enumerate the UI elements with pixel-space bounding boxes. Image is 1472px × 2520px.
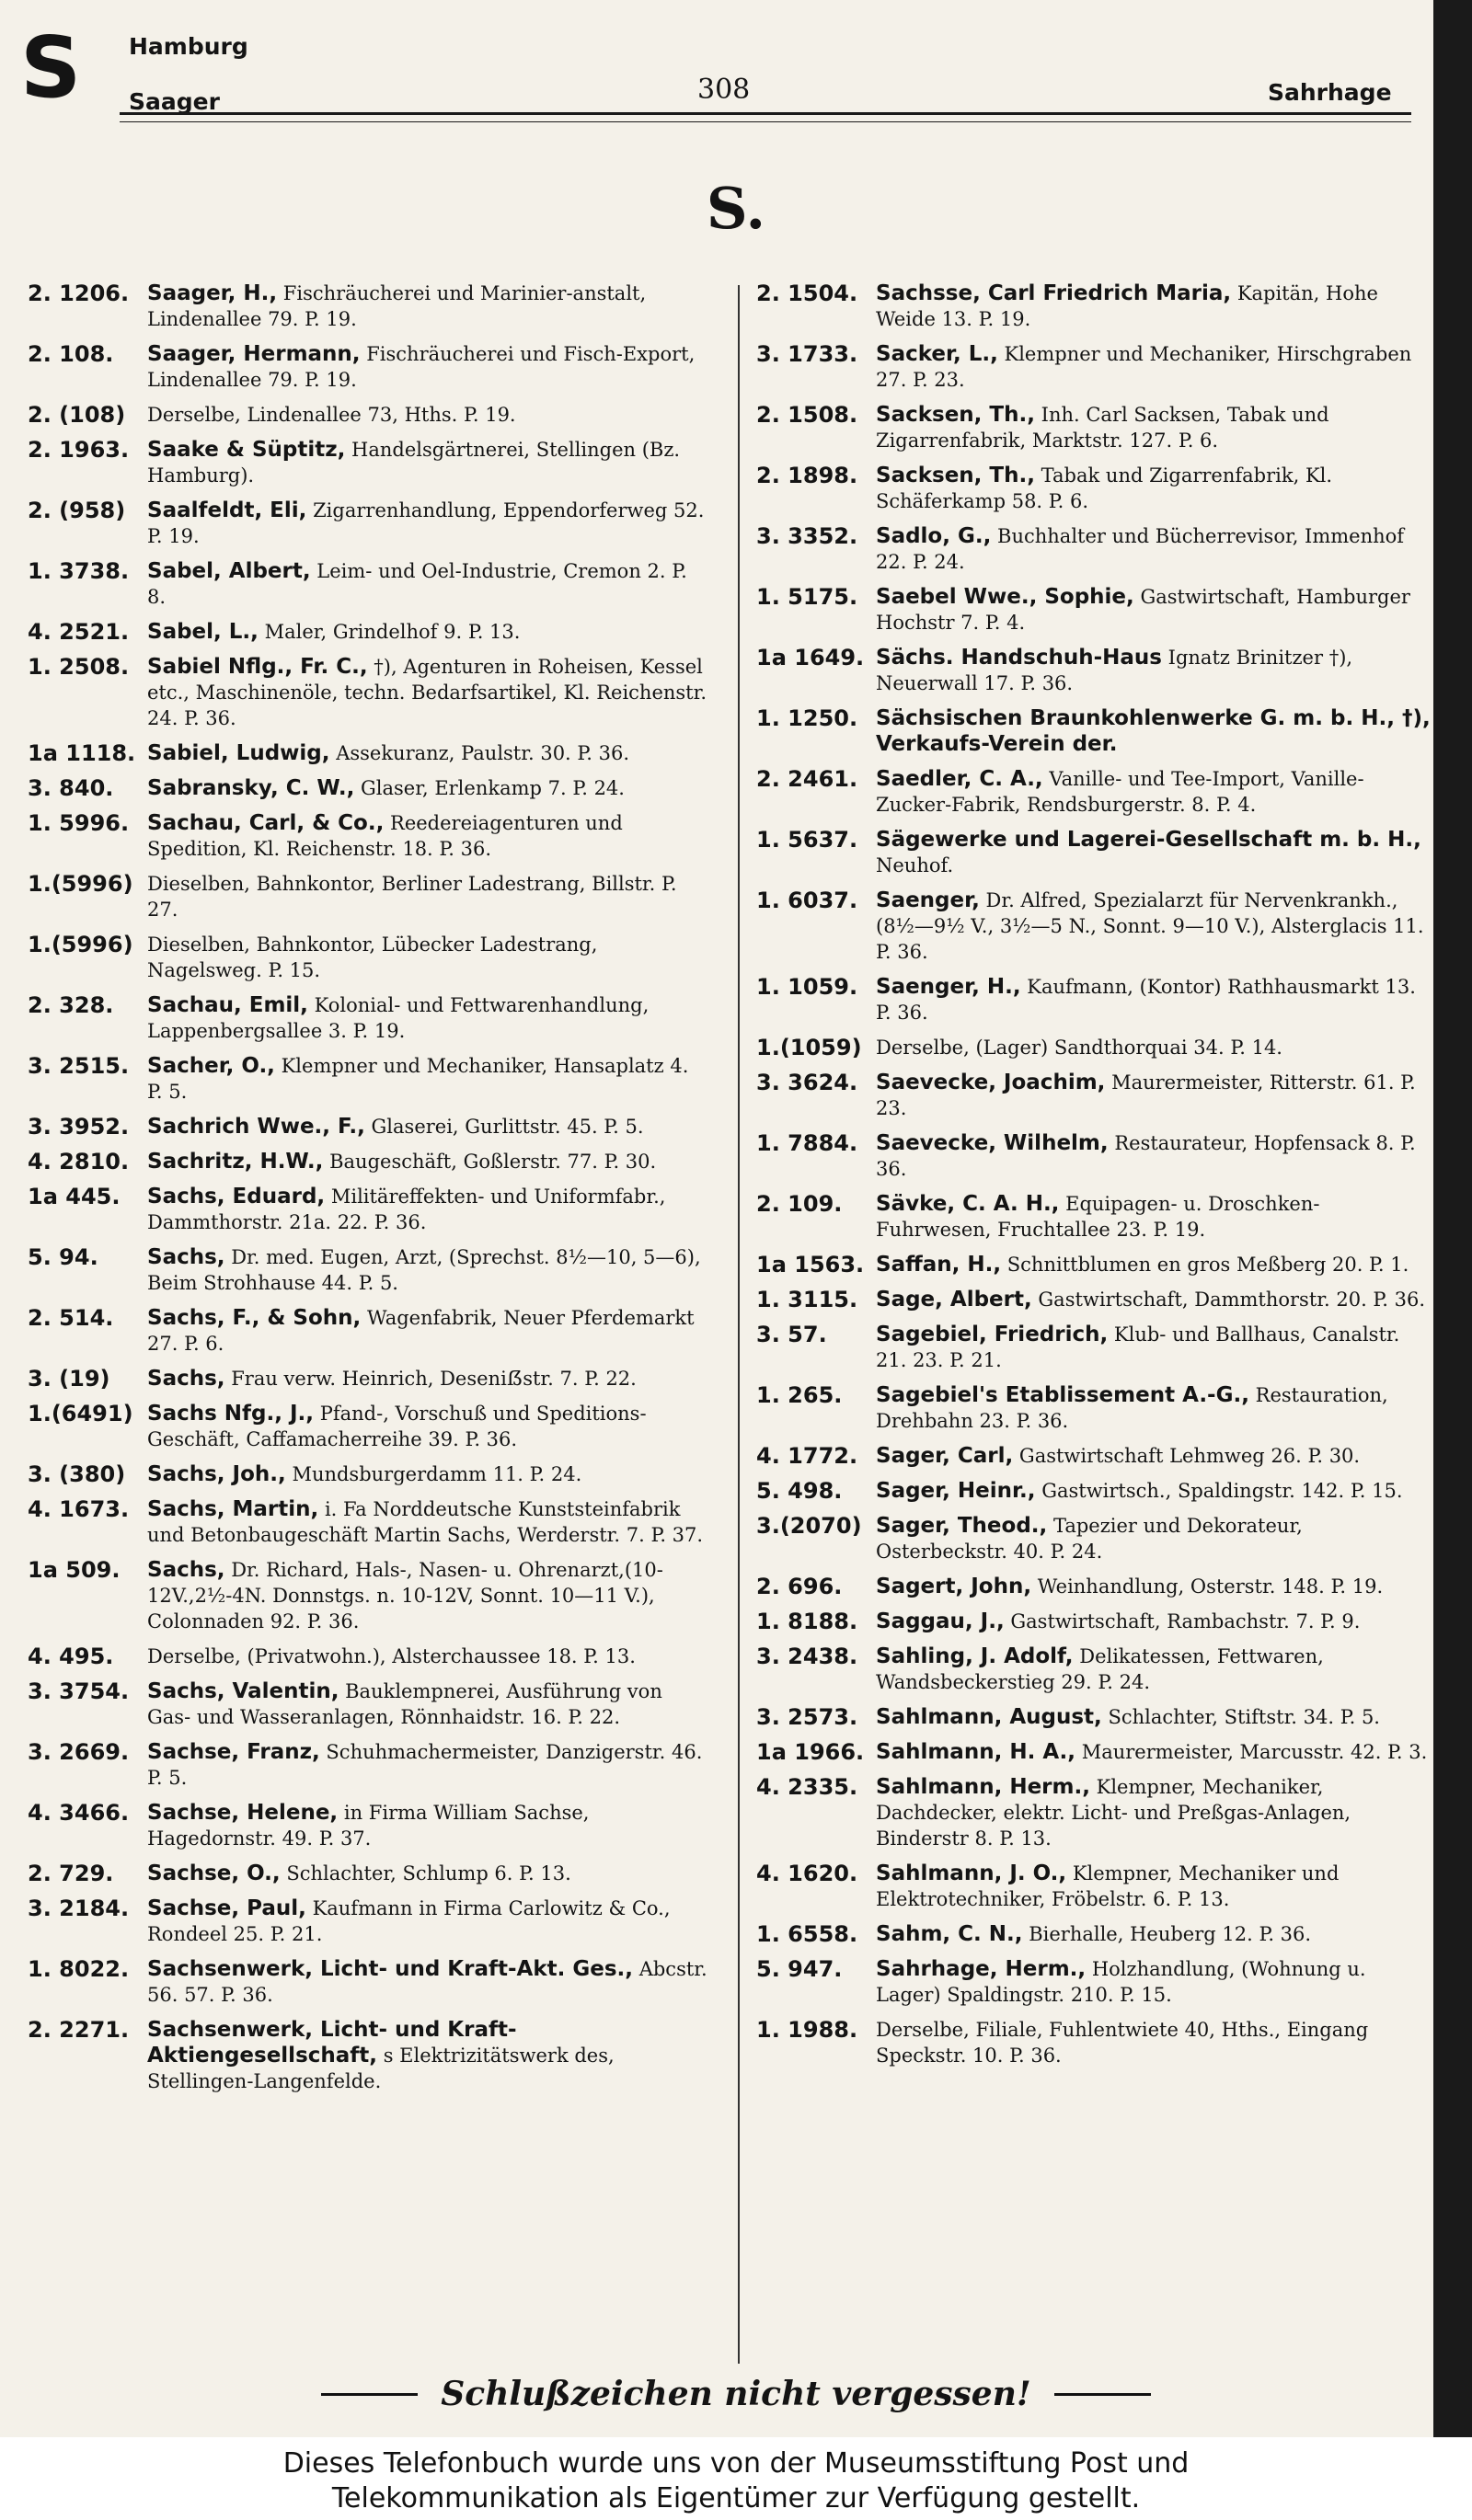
entry-name: Sahlmann, J. O., (876, 1861, 1067, 1885)
entry-number: 1. 7884. (756, 1130, 858, 1156)
entry-name: Sacher, O., (147, 1054, 275, 1078)
entry-name: Sächs. Handschuh-Haus (876, 646, 1162, 670)
entry-name: Sager, Carl, (876, 1444, 1014, 1468)
entry-details: Maler, Grindelhof 9. P. 13. (264, 621, 521, 643)
directory-entry (28, 402, 708, 428)
directory-entry (756, 1513, 1432, 1564)
directory-entry (28, 281, 708, 332)
directory-entry (28, 1053, 708, 1105)
directory-entry (756, 1774, 1432, 1851)
footer-line-2: Telekommunikation als Eigentümer zur Verfügung gestellt. (331, 2482, 1141, 2514)
entry-name: Saevecke, Wilhelm, (876, 1131, 1109, 1155)
directory-entry (756, 645, 1432, 696)
directory-entry (756, 1574, 1432, 1599)
directory-entry (28, 1678, 708, 1730)
directory-entry (28, 654, 708, 731)
directory-entry (28, 2017, 708, 2094)
entry-details: Inh. Carl Sacksen, Tabak und Zigarrenfabrik, Marktstr. 127. P. 6. (876, 404, 1329, 452)
page-edge-shadow (1433, 0, 1472, 2437)
entry-number: 3. 840. (28, 775, 114, 801)
entry-name: Sachs, Joh., (147, 1462, 286, 1486)
entry-name: Sachs, F., & Sohn, (147, 1306, 362, 1330)
entry-details: i. Fa Norddeutsche Kunststeinfabrik und Betonbaugeschäft Martin Sachs, Werderstr. 7. P. 37. (147, 1498, 704, 1546)
entry-name: Sager, Theod., (876, 1514, 1048, 1538)
entry-name: Saalfeldt, Eli, (147, 498, 307, 522)
directory-entry (28, 810, 708, 862)
entry-name: Sagebiel, Friedrich, (876, 1323, 1109, 1346)
directory-entry (756, 1035, 1432, 1060)
closing-text: Schlußzeichen nicht vergessen! (441, 2375, 1031, 2413)
entry-name: Sabiel, Ludwig, (147, 741, 330, 765)
entry-details: Pfand-, Vorschuß und Speditions-Geschäft, Caffamacherreihe 39. P. 36. (147, 1403, 647, 1450)
entry-number: 1. 3738. (28, 558, 130, 584)
entry-number: 3. 57. (756, 1322, 827, 1347)
entry-name: Sachs, (147, 1367, 225, 1391)
entry-name: Sachs, (147, 1245, 225, 1269)
entry-number: 1.(5996) (28, 871, 133, 897)
directory-entry (28, 1305, 708, 1357)
entry-name: Sage, Albert, (876, 1288, 1032, 1312)
entry-number: 2. 109. (756, 1191, 843, 1217)
directory-entry (756, 2017, 1432, 2068)
directory-entry (756, 705, 1432, 757)
directory-entry (756, 584, 1432, 636)
entry-number: 4. 1620. (756, 1861, 858, 1886)
entry-number: 1. 2508. (28, 654, 130, 680)
entry-name: Saebel Wwe., Sophie, (876, 585, 1134, 609)
entry-name: Sävke, C. A. H., (876, 1192, 1060, 1216)
entry-number: 1. 1250. (756, 705, 858, 731)
directory-entry (756, 827, 1432, 878)
entry-number: 1. 6558. (756, 1921, 858, 1947)
entry-number: 1. 8188. (756, 1609, 858, 1634)
entry-number: 2. 514. (28, 1305, 114, 1331)
entry-name: Sabransky, C. W., (147, 776, 355, 800)
entry-name: Saenger, H., (876, 975, 1021, 999)
directory-entry (756, 1921, 1432, 1947)
entry-number: 3. 2184. (28, 1896, 130, 1921)
entry-name: Sachrich Wwe., F., (147, 1115, 365, 1139)
header-rule-thin (120, 121, 1411, 122)
entry-details: Schnittblumen en gros Meßberg 20. P. 1. (1006, 1254, 1409, 1276)
closing-note (0, 2375, 1472, 2413)
entry-details: Holzhandlung, (Wohnung u. Lager) Spaldingstr. 210. P. 15. (876, 1958, 1366, 2006)
column-divider (738, 285, 740, 2364)
directory-entry (28, 1739, 708, 1791)
directory-entry (28, 992, 708, 1044)
entry-number: 1. 8022. (28, 1956, 130, 1982)
entry-name: Sägewerke und Lagerei-Gesellschaft m. b. H., (876, 828, 1421, 852)
closing-rule-left (321, 2393, 418, 2396)
directory-entry (756, 1609, 1432, 1634)
entry-details: Klempner und Mechaniker, Hansaplatz 4. P. 5. (147, 1055, 689, 1103)
entry-number: 4. 495. (28, 1644, 114, 1669)
directory-entry (28, 1244, 708, 1296)
entry-name: Saenger, (876, 888, 980, 912)
entry-name: Saffan, H., (876, 1253, 1002, 1277)
directory-entry (756, 1861, 1432, 1912)
entry-details: Bierhalle, Heuberg 12. P. 36. (1029, 1923, 1312, 1945)
directory-entry (28, 558, 708, 610)
entry-number: 3. 3754. (28, 1678, 130, 1704)
directory-entry (756, 1191, 1432, 1243)
entry-name: Sacksen, Th., (876, 403, 1035, 427)
entry-number: 3. 2573. (756, 1704, 858, 1730)
entry-name: Sahm, C. N., (876, 1922, 1023, 1946)
entry-details: Neuhof. (876, 854, 954, 876)
directory-entry (756, 1322, 1432, 1373)
entry-number: 2. (958) (28, 498, 126, 523)
entry-details: Mundsburgerdamm 11. P. 24. (292, 1463, 582, 1485)
entry-details: Glaserei, Gurlittstr. 45. P. 5. (371, 1116, 644, 1138)
entry-name: Sachse, Helene, (147, 1801, 339, 1825)
entry-name: Saager, H., (147, 281, 278, 305)
entry-number: 3. 1733. (756, 341, 858, 367)
entry-number: 2. 1963. (28, 437, 130, 463)
page-number: 308 (697, 74, 751, 106)
entry-details: Assekuranz, Paulstr. 30. P. 36. (336, 742, 630, 764)
entry-number: 2. 696. (756, 1574, 843, 1599)
directory-entry (756, 1739, 1432, 1765)
entry-name: Sachs, Martin, (147, 1497, 319, 1521)
entry-details: Klempner, Mechaniker, Dachdecker, elektr. Licht- und Preßgas-Anlagen, Binderstr 8. P. 13. (876, 1776, 1351, 1850)
entry-name: Saevecke, Joachim, (876, 1071, 1106, 1094)
entry-name: Sachsenwerk, Licht- und Kraft-Akt. Ges., (147, 1957, 634, 1981)
entry-number: 4. 2810. (28, 1149, 130, 1174)
entry-number: 1. 1988. (756, 2017, 858, 2043)
entry-details: Gastwirtschaft, Rambachstr. 7. P. 9. (1010, 1610, 1361, 1632)
entry-number: 1.(5996) (28, 932, 133, 957)
directory-entry (756, 1287, 1432, 1312)
directory-entry (756, 1956, 1432, 2008)
entry-number: 1. 265. (756, 1382, 843, 1408)
entry-name: Sachs Nfg., J., (147, 1402, 315, 1426)
directory-entry (28, 932, 708, 983)
entry-name: Sagebiel's Etablissement A.-G., (876, 1383, 1249, 1407)
entry-number: 1a 1649. (756, 645, 865, 670)
range-start-city: Hamburg (129, 33, 248, 60)
entry-number: 4. 1673. (28, 1496, 130, 1522)
entry-details: Maurermeister, Marcusstr. 42. P. 3. (1081, 1741, 1428, 1763)
entry-number: 4. 2521. (28, 619, 130, 645)
entry-name: Sachritz, H.W., (147, 1150, 324, 1174)
entry-number: 1a 1966. (756, 1739, 865, 1765)
directory-entry (28, 1644, 708, 1669)
entry-name: Sachse, O., (147, 1861, 281, 1885)
entry-name: Sachs, (147, 1558, 225, 1582)
entry-name: Sahlmann, Herm., (876, 1775, 1090, 1799)
entry-name: Sachs, Valentin, (147, 1679, 339, 1703)
entry-details: Dieselben, Bahnkontor, Berliner Ladestrang, Billstr. P. 27. (147, 873, 677, 921)
entry-number: 1. 5637. (756, 827, 858, 853)
entry-number: 3. 3952. (28, 1114, 130, 1140)
entry-number: 2. 2461. (756, 766, 858, 792)
header-rule (120, 112, 1411, 115)
directory-entry (28, 619, 708, 645)
entry-details: Zigarrenhandlung, Eppendorferweg 52. P. 19. (147, 499, 705, 547)
directory-entry (28, 498, 708, 549)
entry-number: 1a 445. (28, 1184, 121, 1209)
entry-details: Gastwirtschaft, Dammthorstr. 20. P. 36. (1038, 1289, 1426, 1311)
entry-details: Derselbe, (Privatwohn.), Alsterchaussee 18. P. 13. (147, 1645, 636, 1667)
range-end-name: Sahrhage (1268, 79, 1392, 106)
entry-details: Kapitän, Hohe Weide 13. P. 19. (876, 282, 1378, 330)
entry-details: Delikatessen, Fettwaren, Wandsbeckerstieg 29. P. 24. (876, 1645, 1324, 1693)
directory-entry (28, 437, 708, 488)
directory-entry (756, 463, 1432, 514)
entry-number: 2. 1504. (756, 281, 858, 306)
entry-details: Klempner, Mechaniker und Elektrotechniker, Fröbelstr. 6. P. 13. (876, 1862, 1340, 1910)
entry-details: Equipagen- u. Droschken-Fuhrwesen, Fruchtallee 23. P. 19. (876, 1193, 1320, 1241)
directory-entry (28, 341, 708, 393)
entry-number: 5. 498. (756, 1478, 843, 1504)
entry-name: Sager, Heinr., (876, 1479, 1036, 1503)
directory-entry (756, 523, 1432, 575)
entry-name: Saggau, J., (876, 1609, 1005, 1633)
entry-details: Schlachter, Stiftstr. 34. P. 5. (1108, 1706, 1380, 1728)
entry-details: Militäreffekten- und Uniformfabr., Dammthorstr. 21a. 22. P. 36. (147, 1186, 666, 1233)
directory-entry (756, 1070, 1432, 1121)
section-letter-badge: S (20, 18, 82, 117)
entry-number: 1. 5175. (756, 584, 858, 610)
entry-details: Klempner und Mechaniker, Hirschgraben 27. P. 23. (876, 343, 1412, 391)
directory-entry (28, 1114, 708, 1140)
entry-details: Leim- und Oel-Industrie, Cremon 2. P. 8. (147, 560, 687, 608)
entry-name: Sagert, John, (876, 1575, 1032, 1598)
entry-details: Derselbe, (Lager) Sandthorquai 34. P. 14. (876, 1037, 1282, 1059)
directory-entry (756, 1478, 1432, 1504)
section-heading: S. (706, 175, 766, 242)
directory-entry (28, 1956, 708, 2008)
entry-details: in Firma William Sachse, Hagedornstr. 49. P. 37. (147, 1802, 590, 1850)
entry-name: Saake & Süptitz, (147, 438, 346, 462)
entry-details: Restaurateur, Hopfensack 8. P. 36. (876, 1132, 1416, 1180)
entry-name: Sabel, Albert, (147, 559, 311, 583)
entry-name: Sächsischen Braunkohlenwerke G. m. b. H., †), Verkaufs-Verein der. (876, 706, 1431, 756)
directory-entry (28, 775, 708, 801)
entry-details: Derselbe, Lindenallee 73, Hths. P. 19. (147, 404, 516, 426)
entry-details: Buchhalter und Bücherrevisor, Immenhof 22. P. 24. (876, 525, 1405, 573)
entry-name: Sacker, L., (876, 342, 998, 366)
closing-rule-right (1054, 2393, 1151, 2396)
entry-details: Dr. Richard, Hals-, Nasen- u. Ohrenarzt,(10-12V.,2½-4N. Donnstgs. n. 10-12V, Sonnt. 10—11 V.), Colonnaden 92. P. 36. (147, 1559, 663, 1632)
entry-name: Sahling, J. Adolf, (876, 1644, 1074, 1668)
entry-number: 1. 5996. (28, 810, 130, 836)
entry-details: Dieselben, Bahnkontor, Lübecker Ladestrang, Nagelsweg. P. 15. (147, 934, 598, 981)
entry-number: 1.(6491) (28, 1401, 133, 1426)
entry-name: Sachsenwerk, Licht- und Kraft-Aktiengesellschaft, (147, 2018, 517, 2068)
entry-details: Tapezier und Dekorateur, Osterbeckstr. 40. P. 24. (876, 1515, 1303, 1563)
entry-details: Weinhandlung, Osterstr. 148. P. 19. (1037, 1575, 1384, 1598)
entry-number: 1a 1118. (28, 740, 136, 766)
entry-number: 3. 2438. (756, 1644, 858, 1669)
entry-number: 3. (19) (28, 1366, 110, 1392)
directory-entry (28, 1800, 708, 1851)
entry-details: Schlachter, Schlump 6. P. 13. (286, 1862, 571, 1884)
entry-details: Bauklempnerei, Ausführung von Gas- und Wasseranlagen, Rönnhaidstr. 16. P. 22. (147, 1680, 662, 1728)
entry-number: 4. 1772. (756, 1443, 858, 1469)
entry-number: 3.(2070) (756, 1513, 862, 1539)
entry-number: 5. 947. (756, 1956, 843, 1982)
entry-details: Wagenfabrik, Neuer Pferdemarkt 27. P. 6. (147, 1307, 695, 1355)
entry-number: 5. 94. (28, 1244, 98, 1270)
entry-name: Sachsse, Carl Friedrich Maria, (876, 281, 1232, 305)
entry-number: 1a 509. (28, 1557, 121, 1583)
directory-entry (28, 1149, 708, 1174)
entry-number: 1. 6037. (756, 888, 858, 913)
entry-name: Sabel, L., (147, 620, 259, 644)
right-column (756, 281, 1432, 2078)
entry-details: Derselbe, Filiale, Fuhlentwiete 40, Hths., Eingang Speckstr. 10. P. 36. (876, 2019, 1369, 2067)
entry-details: Fischräucherei und Fisch-Export, Lindenallee 79. P. 19. (147, 343, 696, 391)
entry-details: †), Agenturen in Roheisen, Kessel etc., Maschinenöle, techn. Bedarfsartikel, Kl. Reichenstr. 24. P. 36. (147, 656, 707, 729)
entry-number: 2. 729. (28, 1861, 114, 1886)
directory-entry (28, 1861, 708, 1886)
left-column (28, 281, 708, 2103)
entry-details: Reedereiagenturen und Spedition, Kl. Reichenstr. 18. P. 36. (147, 812, 623, 860)
entry-details: Kaufmann in Firma Carlowitz & Co., Rondeel 25. P. 21. (147, 1897, 671, 1945)
entry-number: 2. 108. (28, 341, 114, 367)
directory-entry (756, 974, 1432, 1025)
directory-entry (28, 1184, 708, 1235)
directory-entry (28, 1557, 708, 1634)
entry-number: 2. 2271. (28, 2017, 130, 2043)
entry-name: Sabiel Nflg., Fr. C., (147, 655, 368, 679)
entry-number: 4. 2335. (756, 1774, 858, 1800)
directory-entry (756, 1130, 1432, 1182)
entry-name: Saedler, C. A., (876, 767, 1043, 791)
directory-entry (28, 1366, 708, 1392)
entry-details: Gastwirtschaft Lehmweg 26. P. 30. (1018, 1445, 1361, 1467)
entry-details: Tabak und Zigarrenfabrik, Kl. Schäferkamp 58. P. 6. (876, 464, 1333, 512)
entry-name: Saager, Hermann, (147, 342, 361, 366)
entry-name: Sahlmann, H. A., (876, 1740, 1076, 1764)
entry-number: 3. 2515. (28, 1053, 130, 1079)
entry-number: 2. (108) (28, 402, 126, 428)
directory-entry (28, 1461, 708, 1487)
directory-entry (28, 1401, 708, 1452)
directory-entry (28, 1496, 708, 1548)
directory-entry (756, 281, 1432, 332)
directory-entry (756, 1382, 1432, 1434)
footer-line-1: Dieses Telefonbuch wurde uns von der Museumsstiftung Post und (282, 2447, 1190, 2480)
entry-number: 3. (380) (28, 1461, 126, 1487)
entry-details: Glaser, Erlenkamp 7. P. 24. (361, 777, 625, 799)
entry-details: Handelsgärtnerei, Stellingen (Bz. Hamburg). (147, 439, 681, 487)
entry-name: Sadlo, G., (876, 524, 992, 548)
directory-entry (28, 871, 708, 922)
entry-details: Kaufmann, (Kontor) Rathhausmarkt 13. P. 36. (876, 976, 1416, 1024)
directory-entry (756, 1704, 1432, 1730)
entry-name: Sachs, Eduard, (147, 1185, 326, 1208)
entry-details: Ignatz Brinitzer †), Neuerwall 17. P. 36. (876, 647, 1353, 694)
entry-number: 3. 3624. (756, 1070, 858, 1095)
entry-name: Sahrhage, Herm., (876, 1957, 1087, 1981)
entry-number: 1. 3115. (756, 1287, 858, 1312)
entry-number: 1.(1059) (756, 1035, 862, 1060)
entry-number: 1a 1563. (756, 1252, 865, 1277)
entry-number: 2. 1206. (28, 281, 130, 306)
directory-entry (756, 402, 1432, 453)
entry-name: Sahlmann, August, (876, 1705, 1102, 1729)
entry-name: Sachse, Paul, (147, 1896, 306, 1920)
directory-entry (756, 766, 1432, 818)
entry-details: Frau verw. Heinrich, Deseniẞstr. 7. P. 22. (231, 1368, 637, 1390)
directory-entry (28, 1896, 708, 1947)
directory-entry (28, 740, 708, 766)
entry-details: Kolonial- und Fettwarenhandlung, Lappenbergsallee 3. P. 19. (147, 994, 650, 1042)
entry-number: 1. 1059. (756, 974, 858, 1000)
directory-entry (756, 1252, 1432, 1277)
entry-details: Baugeschäft, Goßlerstr. 77. P. 30. (329, 1151, 657, 1173)
entry-details: Dr. Alfred, Spezialarzt für Nervenkrankh., (8½—9½ V., 3½—5 N., Sonnt. 9—10 V.), Alsterglacis 11. P. 36. (876, 889, 1424, 963)
directory-entry (756, 1443, 1432, 1469)
entry-name: Sachse, Franz, (147, 1740, 320, 1764)
entry-details: Dr. med. Eugen, Arzt, (Sprechst. 8½—10, 5—6), Beim Strohhause 44. P. 5. (147, 1246, 701, 1294)
entry-details: Restauration, Drehbahn 23. P. 36. (876, 1384, 1388, 1432)
entry-number: 3. 2669. (28, 1739, 130, 1765)
footer (0, 2437, 1472, 2520)
entry-details: Gastwirtschaft, Hamburger Hochstr 7. P. 4. (876, 586, 1410, 634)
entry-details: s Elektrizitätswerk des, Stellingen-Langenfelde. (147, 2045, 615, 2092)
entry-details: Schuhmachermeister, Danzigerstr. 46. P. 5. (147, 1741, 703, 1789)
entry-details: Abcstr. 56. 57. P. 36. (147, 1958, 707, 2006)
range-start-name: Saager (129, 88, 220, 115)
directory-entry (756, 1644, 1432, 1695)
entry-name: Sachau, Carl, & Co., (147, 811, 385, 835)
entry-number: 4. 3466. (28, 1800, 130, 1826)
entry-number: 2. 1898. (756, 463, 858, 488)
entry-number: 2. 1508. (756, 402, 858, 428)
entry-details: Klub- und Ballhaus, Canalstr. 21. 23. P. 21. (876, 1323, 1400, 1371)
entry-details: Maurermeister, Ritterstr. 61. P. 23. (876, 1071, 1416, 1119)
entry-name: Sachau, Emil, (147, 993, 308, 1017)
directory-entry (756, 341, 1432, 393)
entry-details: Fischräucherei und Marinier-anstalt, Lindenallee 79. P. 19. (147, 282, 647, 330)
entry-number: 3. 3352. (756, 523, 858, 549)
entry-details: Gastwirtsch., Spaldingstr. 142. P. 15. (1041, 1480, 1403, 1502)
directory-entry (756, 888, 1432, 965)
entry-number: 2. 328. (28, 992, 114, 1018)
entry-details: Vanille- und Tee-Import, Vanille-Zucker-Fabrik, Rendsburgerstr. 8. P. 4. (876, 768, 1364, 816)
entry-name: Sacksen, Th., (876, 464, 1035, 487)
